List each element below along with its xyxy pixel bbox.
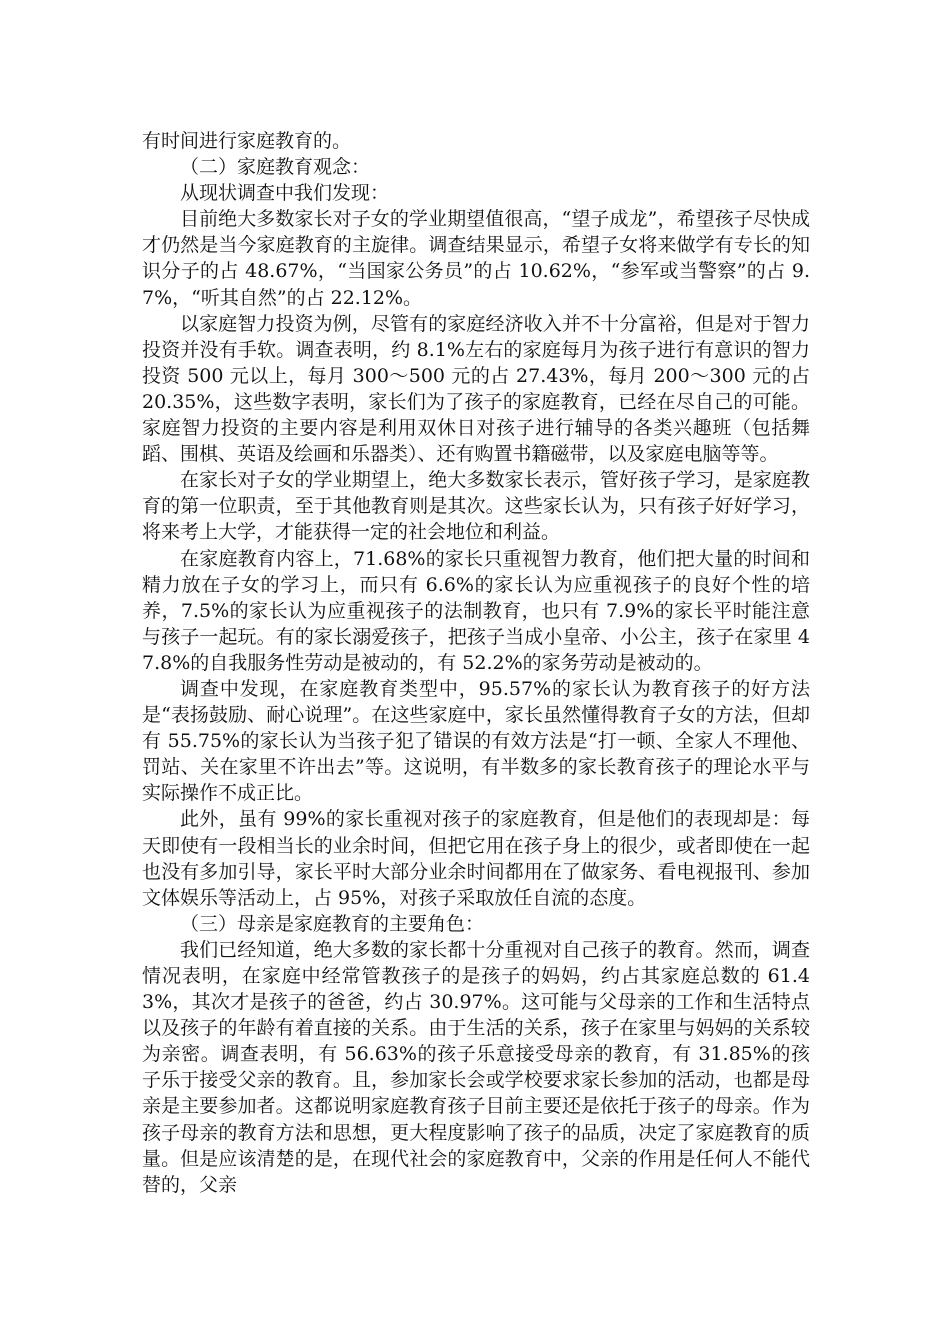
section-heading-2: （二）家庭教育观念： (180, 156, 371, 179)
paragraph-mother-role: 我们已经知道，绝大多数的家长都十分重视对自己孩子的教育。然而，调查情况表明，在家庭中经常管教孩子的是孩子的妈妈，约占其家庭总数的 61.43%，其次才是孩子的爸爸，约占 30.97%。这可能与父母亲的工作和生活特点以及孩子的年龄有着直接的关系。由于生活的关系，孩子在家里与妈妈的关系较为亲密。调查表明，有 56.63%的孩子乐意接受母亲的教育，有 31.85%的孩子乐于接受父亲的教育。且，参加家长会或学校要求家长参加的活动，也都是母亲是主要参加者。这都说明家庭教育孩子目前主要还是依托于孩子的母亲。作为孩子母亲的教育方法和思想，更大程度影响了孩子的品质，决定了家庭教育的质量。但是应该清楚的是，在现代社会的家庭教育中，父亲的作用是任何人不能代替的，父亲 (142, 938, 810, 1196)
paragraph-education-content: 在家庭教育内容上，71.68%的家长只重视智力教育，他们把大量的时间和精力放在子女的学习上，而只有 6.6%的家长认为应重视孩子的良好个性的培养，7.5%的家长认为应重视孩子的法制教育，也只有 7.9%的家长平时能注意与孩子一起玩。有的家长溺爱孩子，把孩子当成小皇帝、小公主，孩子在家里 47.8%的自我服务性劳动是被动的，有 52.2%的家务劳动是被动的。 (142, 547, 810, 674)
section-heading-3: （三）母亲是家庭教育的主要角色： (180, 912, 485, 935)
paragraph-academic-priority: 在家长对子女的学业期望上，绝大多数家长表示，管好孩子学习，是家庭教育的第一位职责，至于其他教育则是其次。这些家长认为，只有孩子好好学习，将来考上大学，才能获得一定的社会地位和利益。 (142, 469, 810, 544)
document-page (142, 128, 810, 1198)
paragraph-education-methods: 调查中发现，在家庭教育类型中，95.57%的家长认为教育孩子的好方法是“表扬鼓励、耐心说理”。在这些家庭中，家长虽然懂得教育子女的方法，但却有 55.75%的家长认为当孩子犯了错误的有效方法是“打一顿、全家人不理他、罚站、关在家里不许出去”等。这说明，有半数多的家长教育孩子的理论水平与实际操作不成正比。 (142, 677, 810, 805)
paragraph-leisure-time: 此外，虽有 99%的家长重视对孩子的家庭教育，但是他们的表现却是：每天即使有一段相当长的业余时间，但把它用在孩子身上的很少，或者即使在一起也没有多加引导，家长平时大部分业余时间都用在了做家务、看电视报刊、参加文体娱乐等活动上，占 95%，对孩子采取放任自流的态度。 (142, 808, 810, 909)
paragraph-expectation: 目前绝大多数家长对子女的学业期望值很高，“望子成龙”，希望孩子尽快成才仍然是当今家庭教育的主旋律。调查结果显示，希望子女将来做学有专长的知识分子的占 48.67%，“当国家公务员”的占 10.62%，“参军或当警察”的占 9.7%，“听其自然”的占 22.12%。 (142, 208, 810, 309)
paragraph-investment: 以家庭智力投资为例，尽管有的家庭经济收入并不十分富裕，但是对于智力投资并没有手软。调查表明，约 8.1%左右的家庭每月为孩子进行有意识的智力投资 500 元以上，每月 300～500 元的占 27.43%，每月 200～300 元的占 20.35%，这些数字表明，家长们为了孩子的家庭教育，已经在尽自己的可能。家庭智力投资的主要内容是利用双休日对孩子进行辅导的各类兴趣班（包括舞蹈、围棋、英语及绘画和乐器类）、还有购置书籍磁带，以及家庭电脑等等。 (142, 312, 810, 466)
paragraph-intro: 从现状调查中我们发现： (180, 182, 390, 205)
paragraph-continuation: 有时间进行家庭教育的。 (142, 130, 352, 152)
